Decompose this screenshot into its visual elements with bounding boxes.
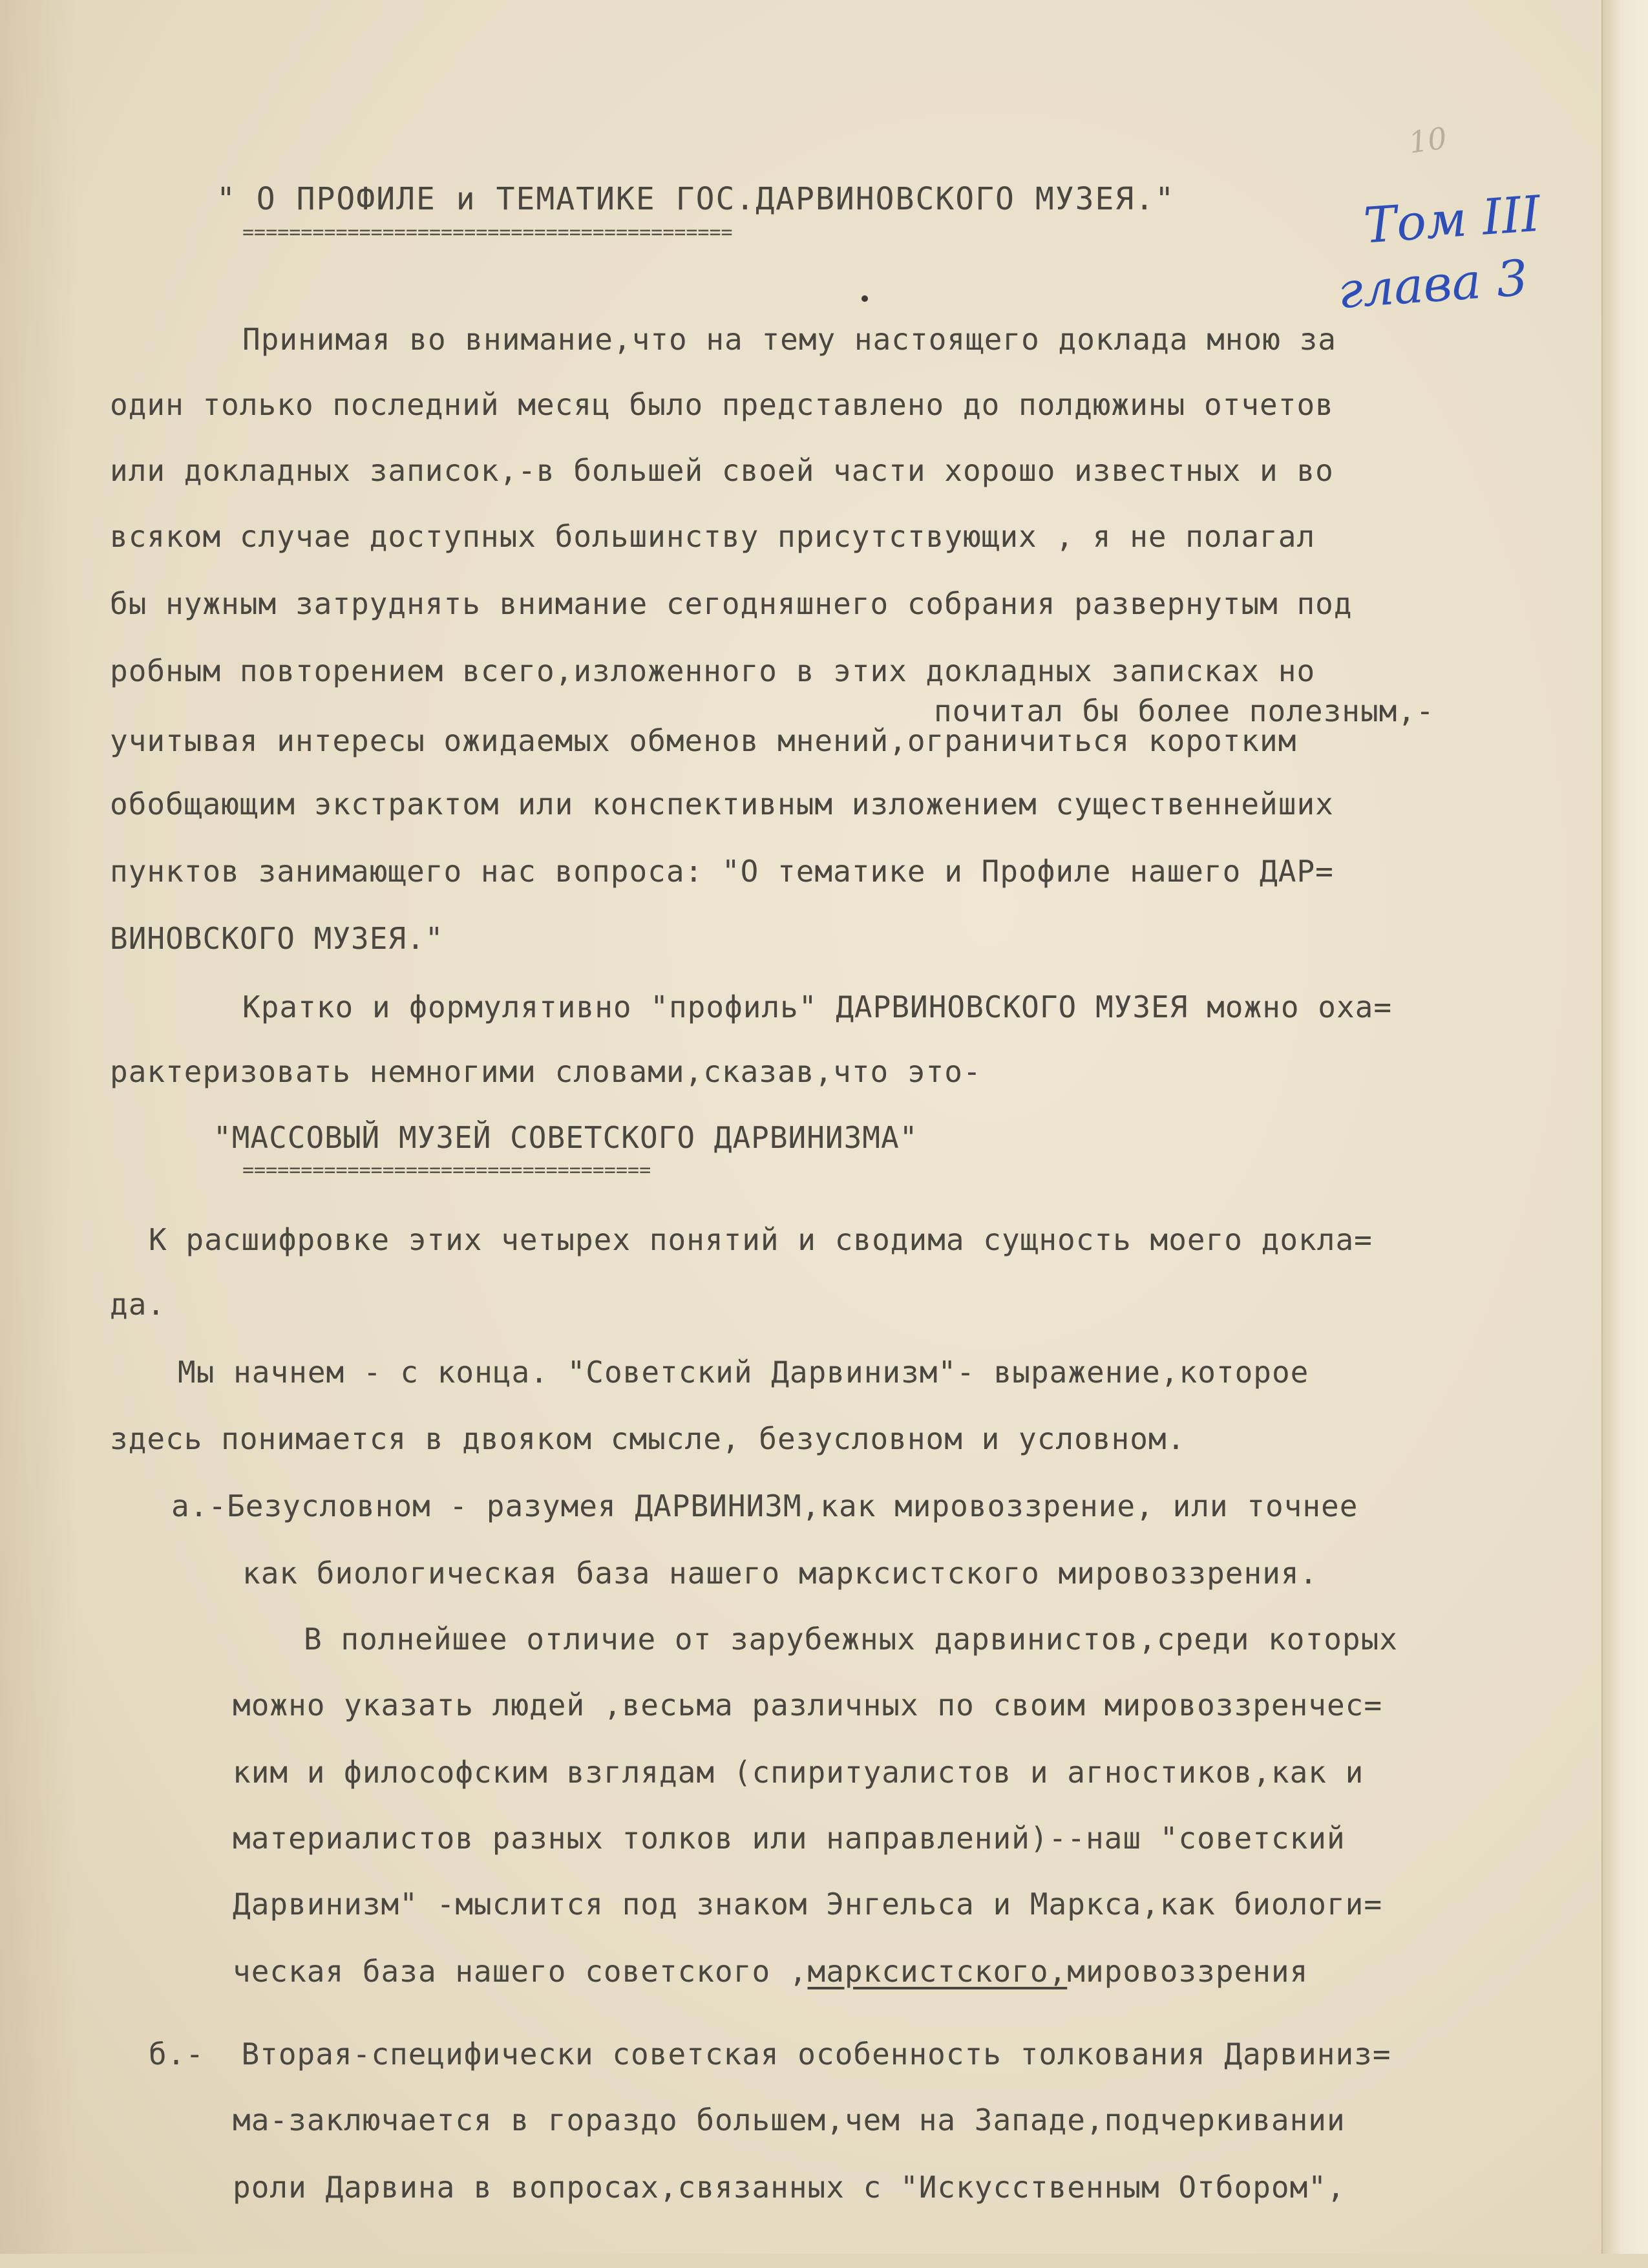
- paragraph-1-line-3: или докладных записок,-в большей своей части хорошо известных и во: [110, 453, 1334, 488]
- paragraph-1-line-8: обобщающим экстрактом или конспективным изложением существеннейших: [110, 787, 1334, 821]
- motto-rule: ===================================: [242, 1159, 651, 1182]
- paragraph-2-line-1: Кратко и формулятивно "профиль" ДАРВИНОВСКОГО МУЗЕЯ можно оха=: [242, 990, 1393, 1024]
- handwritten-volume-note: Том III: [1362, 184, 1543, 255]
- handwritten-chapter-note: глава 3: [1336, 248, 1530, 320]
- item-a-detail-line-1: В полнейшее отличие от зарубежных дарвинистов,среди которых: [304, 1622, 1398, 1657]
- paragraph-1-line-5: бы нужным затруднять внимание сегодняшнего собрания развернутым под: [110, 586, 1353, 621]
- paragraph-1-line-1: Принимая во внимание,что на тему настоящего доклада мною за: [242, 322, 1336, 357]
- item-a-detail-line-2: можно указать людей ,весьма различных по своим мировоззренчес=: [233, 1688, 1383, 1722]
- item-a-detail-line-5: Дарвинизм" -мыслится под знаком Энгельса и Маркса,как биологи=: [233, 1887, 1383, 1922]
- paragraph-1-line-4: всяком случае доступных большинству присутствующих , я не полагал: [110, 519, 1316, 554]
- item-a-line-2: как биологическая база нашего марксистского мировоззрения.: [242, 1556, 1318, 1591]
- paragraph-3-line-2: да.: [110, 1287, 166, 1322]
- paragraph-3-line-1: К расшифровке этих четырех понятий и сводима сущность моего докла=: [149, 1222, 1373, 1257]
- underlined-word: марксистского,: [807, 1954, 1068, 1989]
- faint-corner-mark: 10: [1406, 120, 1450, 160]
- item-a-detail-end: мировоззрения: [1067, 1954, 1309, 1989]
- item-b-line-3: роли Дарвина в вопросах,связанных с "Искусственным Отбором",: [233, 2170, 1346, 2205]
- page-bottom-edge: [0, 2254, 1648, 2268]
- paragraph-4-line-2: здесь понимается в двояком смысле, безусловном и условном.: [110, 1421, 1186, 1456]
- document-title: " О ПРОФИЛЕ и ТЕМАТИКЕ ГОС.ДАРВИНОВСКОГО МУЗЕЯ.": [217, 181, 1176, 217]
- typed-insertion: почитал бы более полезным,-: [934, 694, 1435, 728]
- page-edge: [1601, 0, 1648, 2268]
- item-b-line-2: ма-заключается в гораздо большем,чем на Западе,подчеркивании: [233, 2103, 1346, 2137]
- item-a-detail-line-3: ким и философским взглядам (спиритуалистов и агностиков,как и: [233, 1755, 1364, 1790]
- item-a-detail-text: ческая база нашего советского ,: [233, 1954, 808, 1989]
- paragraph-1-line-7: учитывая интересы ожидаемых обменов мнений,ограничиться коротким: [110, 723, 1297, 758]
- item-b-line-1: б.- Вторая-специфически советская особенность толкования Дарвиниз=: [149, 2037, 1391, 2072]
- item-a-detail-line-4: материалистов разных толков или направлений)--наш "советский: [233, 1821, 1346, 1856]
- paragraph-4-line-1: Мы начнем - с конца. "Советский Дарвинизм"- выражение,которое: [178, 1355, 1309, 1390]
- title-rule: ==========================================: [242, 221, 733, 244]
- ink-dot: [861, 295, 868, 302]
- motto: "МАССОВЫЙ МУЗЕЙ СОВЕТСКОГО ДАРВИНИЗМА": [213, 1120, 918, 1155]
- item-a-line-1: а.-Безусловном - разумея ДАРВИНИЗМ,как мировоззрение, или точнее: [171, 1489, 1358, 1523]
- paragraph-1-line-6: робным повторением всего,изложенного в этих докладных записках но: [110, 653, 1316, 688]
- paragraph-1-line-2: один только последний месяц было представлено до полдюжины отчетов: [110, 387, 1334, 422]
- paragraph-1-line-9: пунктов занимающего нас вопроса: "О тематике и Профиле нашего ДАР=: [110, 854, 1334, 889]
- paragraph-1-line-10: ВИНОВСКОГО МУЗЕЯ.": [110, 921, 444, 956]
- paragraph-2-line-2: рактеризовать немногими словами,сказав,что это-: [110, 1054, 982, 1089]
- item-a-detail-line-6: [233, 1953, 1308, 1989]
